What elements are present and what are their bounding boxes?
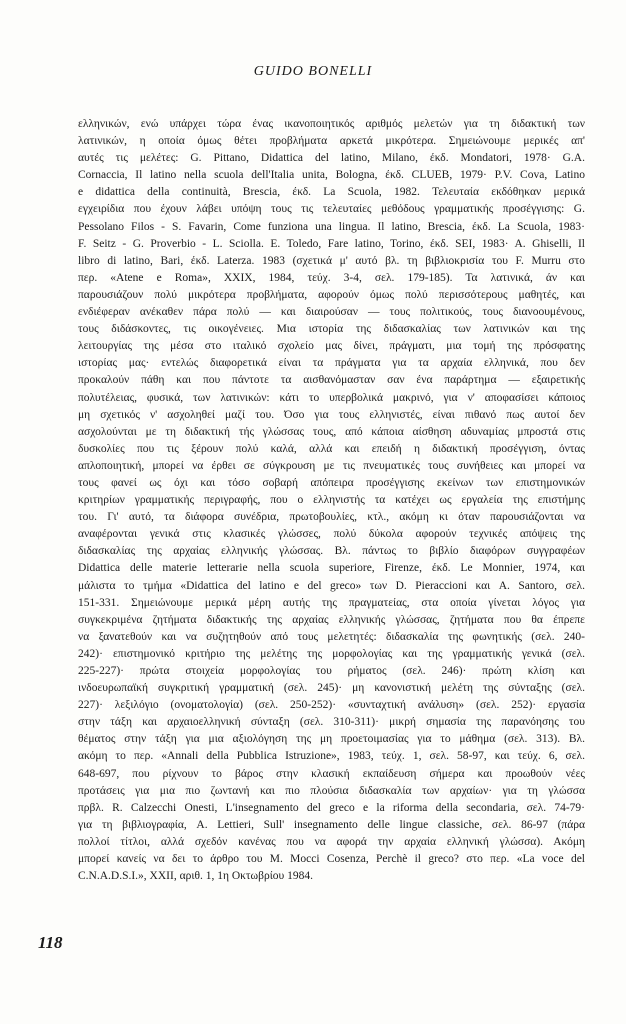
text-line: Pessolano Filos - S. Favarin, Come funziona una lingua. Il latino, Brescia, έκδ. La Scuola, 1983· [78,220,585,233]
text-line: απλοποιητική, μπορεί να έρθει σε σύγκρουση με τις πνευματικές τους συνήθειες και μπορεί να [78,459,585,472]
text-line: 242)· επιστημονικό κριτήριο της μελέτης της μορφολογίας και της γραμματικής γενικά (σελ. [78,647,585,660]
text-line: προτάσεις για μια πιο ζωντανή και πιο πλούσια διδασκαλία των αρχαίων· για τη γλώσσα [78,784,585,797]
text-line: αναφέρονται γενικά στις κλασικές γλώσσες, πολύ δύκολα αφορούν τεχνικές απόψεις της [78,528,585,541]
text-line: στην τάξη και αρχαιοελληνική σύνταξη (σελ. 310-311)· μικρή σημασία της παρανόησης του [78,716,585,729]
text-line: να ξανατεθούν και να συζητηθούν από τους μελετητές: διδασκαλία της φωνητικής (σελ. 240- [78,630,585,643]
text-line: αυτές τις μελέτες: G. Pittano, Didattica del latino, Milano, έκδ. Mondatori, 1978· G.A. [78,152,585,165]
text-line: κριτηρίων γραμματικής περιγραφής, που ο ελληνιστής τα κατέχει ως εργαλεία της επιστήμης [78,494,585,507]
text-line: ιστορίας μας· εντελώς διαφορετικά είναι τα πράγματα για τα αρχαία ελληνικά, που δεν [78,357,585,370]
text-line: πολλοί τίτλοι, αλλά σχεδόν κανένας που να αφορά την αρχαία ελληνική γλώσσα). Ακόμη [78,835,585,848]
text-line: ακόμη το περ. «Annali della Pubblica Istruzione», 1983, τεύχ. 1, σελ. 58-97, και τεύχ. 6, σελ. [78,750,585,763]
text-line: για τη βιβλιογραφία, A. Lettieri, Sull' insegnamento delle lingue classiche, σελ. 86-97 (πάρα [78,818,585,831]
text-line: διδασκαλίας της αρχαίας ελληνικής γλώσσας. Βλ. πάντως το βιβλίο διαφόρων συγγραφέων [78,545,585,558]
text-line: libro di latino, Bari, έκδ. Laterza. 1983 (σχετικά μ' αυτό βλ. τη βιβλιοκρισία του F. Murru στο [78,254,585,267]
text-line: e didattica della continuità, Brescia, έκδ. La Scuola, 1982. Τελευταία εκδόθηκαν μερικά [78,186,585,199]
text-line: προκαλούν πάθη και που πάντοτε τα αισθανόμασταν σαν ένα παράρτημα — εξαιρετικής [78,374,585,387]
text-line: τους διδάσκοντες, τις οικογένειες. Μια ιστορία της διδασκαλίας των λατινικών και της [78,323,585,336]
text-line: πολυτέλειας, φυσικά, των λατινικών: κάτι το υπερβολικά μακρινό, για ν' αποφασίσει κάποιος [78,391,585,404]
text-line: λατινικών, η οποία όμως θέτει προβλήματα αρκετά μικρότερα. Σημειώνουμε μερικές απ' [78,135,585,148]
text-line: εγχειρίδια που έχουν λάβει υπόψη τους τις τελευταίες μεθόδους γραμματικής προσέγγισης: G. [78,203,585,216]
text-line: λειτουργίας της μέσα στο ιταλικό σχολείο μας δίνει, πράγματι, μια τομή της πρόσφατης [78,340,585,353]
text-line: μπορεί κανείς να δει το άρθρο του M. Mocci Cosenza, Perchè il greco? στο περ. «La voce del [78,853,585,866]
text-line: παρουσιάζουν πολύ μικρότερα προβλήματα, αφορούν όμως πολύ περισσότερους μαθητές, και [78,288,585,301]
text-line: 227)· λεξιλόγιο (ονοματολογία) (σελ. 250-252)· «συνταχτική ανάλυση» (σελ. 252)· εργασία [78,699,585,712]
text-line: μη σχετικός ν' ασχοληθεί μαζί του. Όσο για τους ελληνιστές, είναι πιθανό πως αυτοί δεν [78,408,585,421]
text-line: Cornaccia, Il latino nella scuola dell'Italia unita, Bologna, έκδ. CLUEB, 1979· P.V. Cova, Latino [78,169,585,182]
text-line: 648-697, που ρίχνουν το βάρος στην κλασική εκπαίδευση σήμερα και προωθούν νέες [78,767,585,780]
text-line: Didattica delle materie letterarie nella scuola superiore, Firenze, έκδ. Le Monnier, 1974, και [78,562,585,575]
text-line: C.N.A.D.S.I.», XXII, αριθ. 1, 1η Οκτωβρίου 1984. [78,870,314,883]
running-head: GUIDO BONELLI [253,64,373,79]
text-line: ινδοευρωπαϊκή συγκριτική γραμματική (σελ. 245)· μη κανονιστική μελέτη της σύνταξης (σελ. [78,682,585,695]
text-line: δυσκολίες που τις ξέρουν πολύ καλά, αλλά και επειδή η διδακτική προσέγγιση, όντας [78,442,585,455]
text-line: τους φανεί ως όχι και τόσο σοβαρή απόπειρα προσέγγισης εκείνων των επιστημονικών [78,476,585,489]
text-line: του. Γι' αυτό, τα διάφορα συνέδρια, πρωτοβουλίες, κτλ., ακόμη κι όταν παρουσιάζονται να [78,511,585,524]
text-line: ασχολούνται με τη διδακτική τής γλώσσας τους, από κάποια αίσθηση αδυναμίας μπροστά στις [78,425,585,438]
text-line: συγκεκριμένα ζητήματα διδακτικής της αρχαίας ελληνικής γλώσσας, ζητήματα που θα έπρεπε [78,613,585,626]
text-line: περ. «Atene e Roma», XXIX, 1984, τεύχ. 3-4, σελ. 179-185). Τα λατινικά, άν και [78,271,585,284]
text-line: πρβλ. R. Calzecchi Onesti, L'insegnamento del greco e la riforma della secondaria, σελ. 74-79· [78,801,585,814]
page-number: 118 [38,933,63,952]
text-line: 225-227)· πρώτα στοιχεία μορφολογίας του ρήματος (σελ. 246)· πρώτη κλίση και [78,665,585,677]
body-text [78,116,585,885]
text-line: F. Seitz - G. Proverbio - L. Sciolla. E. Toledo, Fare latino, Torino, έκδ. SEI, 1983· A. Ghiselli, Il [78,237,585,250]
text-line: 151-331. Σημειώνουμε μερικά μέρη αυτής της πραγματείας, στα οποία γίνεται λόγος για [78,596,585,609]
text-line: ενδιέφεραν ανέκαθεν πάρα πολύ — και διαιρούσαν — τους πολιτικούς, τους διανοουμένους, [78,306,585,319]
text-line: μάλιστα το τμήμα «Didattica del latino e del greco» των D. Pieraccioni και A. Santoro, σελ. [78,579,585,592]
text-line: ελληνικών, ενώ υπάρχει τώρα ένας ικανοποιητικός αριθμός μελετών για τη διδακτική των [78,118,585,130]
text-line: θέματος στην τάξη για μια αξιολόγηση της μη προετοιμασίας για το μάθημα (σελ. 313). Βλ. [78,733,585,746]
